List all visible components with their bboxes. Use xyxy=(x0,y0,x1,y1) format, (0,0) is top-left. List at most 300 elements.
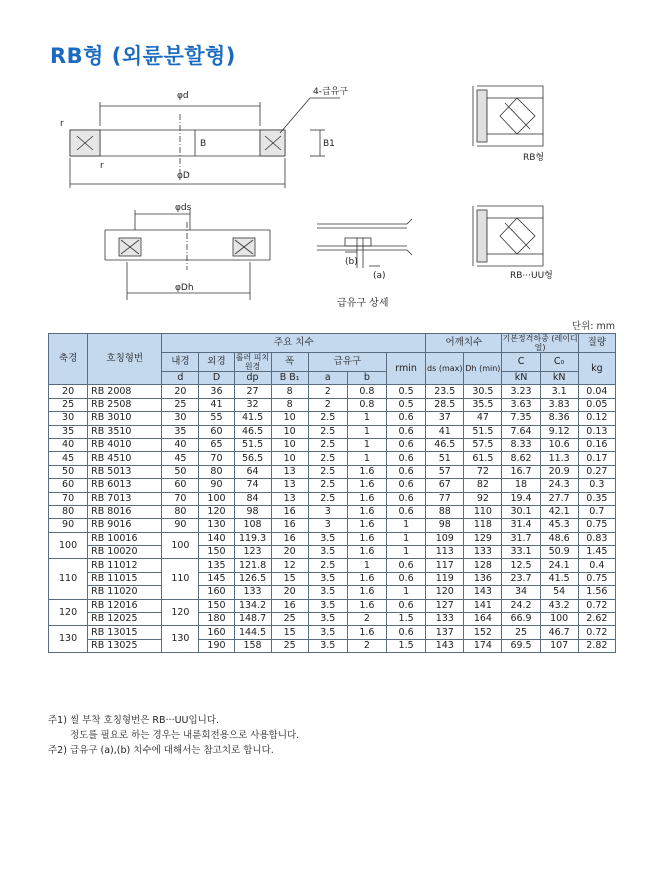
cell-dp: 119.3 xyxy=(234,532,271,545)
detail-caption: 급유구 상세 xyxy=(337,298,389,309)
cell-Dh: 92 xyxy=(464,492,502,505)
cell-d: 50 xyxy=(162,465,199,478)
cell-kg: 0.72 xyxy=(578,599,615,612)
cell-B: 10 xyxy=(271,412,308,425)
cell-C0: 43.2 xyxy=(540,599,578,612)
cell-a: 3 xyxy=(308,519,347,532)
cell-model: RB 12016 xyxy=(88,599,162,612)
cell-a: 2.5 xyxy=(308,425,347,438)
cell-Dh: 57.5 xyxy=(464,438,502,451)
shaft-cell: 35 xyxy=(49,425,88,438)
cell-b: 1.6 xyxy=(347,519,386,532)
cell-d: 20 xyxy=(162,385,199,398)
cell-r: 1 xyxy=(387,519,426,532)
cell-C0: 46.7 xyxy=(540,626,578,639)
table-row xyxy=(49,452,616,465)
cell-D: 36 xyxy=(199,385,234,398)
cell-ds: 23.5 xyxy=(426,385,464,398)
header-inner: 내경 xyxy=(162,353,199,372)
cell-D: 160 xyxy=(199,586,234,599)
cell-b: 1 xyxy=(347,559,386,572)
cell-model: RB 13015 xyxy=(88,626,162,639)
table-row xyxy=(49,412,616,425)
cell-r: 1.5 xyxy=(387,639,426,652)
header-model: 호칭형번 xyxy=(88,334,162,385)
cell-d: 45 xyxy=(162,452,199,465)
label-d: φd xyxy=(177,91,189,101)
cell-dp: 158 xyxy=(234,639,271,652)
cell-C0: 48.6 xyxy=(540,532,578,545)
cell-kg: 0.04 xyxy=(578,385,615,398)
cell-ds: 117 xyxy=(426,559,464,572)
cell-ds: 120 xyxy=(426,586,464,599)
cell-model: RB 2508 xyxy=(88,398,162,411)
cell-d: 70 xyxy=(162,492,199,505)
cell-b: 1 xyxy=(347,412,386,425)
cell-a: 2.5 xyxy=(308,559,347,572)
cell-B: 20 xyxy=(271,546,308,559)
shaft-cell: 80 xyxy=(49,505,88,518)
shaft-cell: 100 xyxy=(49,532,88,559)
cell-C0: 20.9 xyxy=(540,465,578,478)
header-rmin: rmin xyxy=(387,353,426,385)
cell-C: 31.4 xyxy=(502,519,540,532)
label-Dh: φDh xyxy=(175,283,194,293)
header-kN-C: kN xyxy=(502,372,540,385)
header-D: D xyxy=(199,372,234,385)
cell-C0: 10.6 xyxy=(540,438,578,451)
cell-ds: 127 xyxy=(426,599,464,612)
cell-ds: 137 xyxy=(426,626,464,639)
cell-kg: 0.75 xyxy=(578,519,615,532)
cell-C0: 100 xyxy=(540,613,578,626)
cell-C: 8.62 xyxy=(502,452,540,465)
cell-b: 1.6 xyxy=(347,599,386,612)
cell-d: 30 xyxy=(162,412,199,425)
cell-kg: 0.05 xyxy=(578,398,615,411)
cell-dp: 41.5 xyxy=(234,412,271,425)
cell-C0: 107 xyxy=(540,639,578,652)
cell-D: 70 xyxy=(199,452,234,465)
cell-D: 130 xyxy=(199,519,234,532)
header-C0: C₀ xyxy=(540,353,578,372)
cell-B: 13 xyxy=(271,479,308,492)
cell-Dh: 72 xyxy=(464,465,502,478)
cell-ds: 143 xyxy=(426,639,464,652)
cell-Dh: 136 xyxy=(464,572,502,585)
cell-B: 13 xyxy=(271,492,308,505)
page-title: RB형 (외륜분할형) xyxy=(50,44,236,68)
rb-type-drawing xyxy=(473,86,543,146)
cell-Dh: 110 xyxy=(464,505,502,518)
cell-d: 60 xyxy=(162,479,199,492)
cell-b: 1.6 xyxy=(347,532,386,545)
cell-b: 1.6 xyxy=(347,546,386,559)
cell-b: 0.8 xyxy=(347,385,386,398)
spec-table xyxy=(48,333,616,653)
cell-a: 2.5 xyxy=(308,412,347,425)
cell-r: 0.6 xyxy=(387,559,426,572)
cell-r: 0.5 xyxy=(387,385,426,398)
cell-C0: 54 xyxy=(540,586,578,599)
table-row xyxy=(49,599,616,612)
cell-b: 1.6 xyxy=(347,505,386,518)
cell-dp: 144.5 xyxy=(234,626,271,639)
cell-model: RB 2008 xyxy=(88,385,162,398)
cell-D: 80 xyxy=(199,465,234,478)
cell-kg: 1.45 xyxy=(578,546,615,559)
cell-dp: 74 xyxy=(234,479,271,492)
caption-rb-uu: RB···UU형 xyxy=(510,271,553,281)
cell-dp: 98 xyxy=(234,505,271,518)
cell-r: 1 xyxy=(387,546,426,559)
spec-table-body xyxy=(49,385,616,653)
table-row xyxy=(49,626,616,639)
cell-B: 16 xyxy=(271,532,308,545)
cell-C0: 27.7 xyxy=(540,492,578,505)
header-oil-hole: 급유구 xyxy=(308,353,386,372)
cell-r: 0.6 xyxy=(387,479,426,492)
cell-Dh: 47 xyxy=(464,412,502,425)
cell-r: 1.5 xyxy=(387,613,426,626)
cell-kg: 2.62 xyxy=(578,613,615,626)
cell-C0: 3.1 xyxy=(540,385,578,398)
table-row xyxy=(49,586,616,599)
cell-B: 20 xyxy=(271,586,308,599)
cell-B: 16 xyxy=(271,505,308,518)
header-C: C xyxy=(502,353,540,372)
cell-b: 1.6 xyxy=(347,586,386,599)
table-row xyxy=(49,385,616,398)
cell-dp: 126.5 xyxy=(234,572,271,585)
cell-r: 0.6 xyxy=(387,626,426,639)
shaft-cell: 20 xyxy=(49,385,88,398)
header-BB1: B B₁ xyxy=(271,372,308,385)
cell-model: RB 3010 xyxy=(88,412,162,425)
table-row xyxy=(49,438,616,451)
cell-b: 1.6 xyxy=(347,626,386,639)
cell-C: 18 xyxy=(502,479,540,492)
cell-Dh: 141 xyxy=(464,599,502,612)
cell-model: RB 7013 xyxy=(88,492,162,505)
cell-model: RB 12025 xyxy=(88,613,162,626)
cell-dp: 84 xyxy=(234,492,271,505)
cell-d: 80 xyxy=(162,505,199,518)
cell-Dh: 152 xyxy=(464,626,502,639)
header-main-dims: 주요 치수 xyxy=(162,334,426,353)
cell-b: 1.6 xyxy=(347,479,386,492)
cell-D: 120 xyxy=(199,505,234,518)
header-load-rating: 기본정격하중 (레이디얼) xyxy=(502,334,578,352)
cell-b: 2 xyxy=(347,613,386,626)
cell-D: 150 xyxy=(199,599,234,612)
cell-a: 2.5 xyxy=(308,438,347,451)
cell-model: RB 11020 xyxy=(88,586,162,599)
cell-ds: 133 xyxy=(426,613,464,626)
cell-D: 41 xyxy=(199,398,234,411)
cell-C: 24.2 xyxy=(502,599,540,612)
cell-kg: 0.4 xyxy=(578,559,615,572)
cell-C: 30.1 xyxy=(502,505,540,518)
cell-B: 10 xyxy=(271,425,308,438)
cell-ds: 119 xyxy=(426,572,464,585)
cell-ds: 109 xyxy=(426,532,464,545)
label-B: B xyxy=(200,139,207,149)
shaft-cell: 110 xyxy=(49,559,88,599)
cell-a: 2.5 xyxy=(308,465,347,478)
header-kg: kg xyxy=(578,353,615,385)
caption-rb: RB형 xyxy=(523,153,545,163)
cell-r: 0.6 xyxy=(387,438,426,451)
cell-a: 3.5 xyxy=(308,639,347,652)
cell-C: 34 xyxy=(502,586,540,599)
cell-C0: 45.3 xyxy=(540,519,578,532)
cell-D: 190 xyxy=(199,639,234,652)
cell-Dh: 61.5 xyxy=(464,452,502,465)
cell-dp: 121.8 xyxy=(234,559,271,572)
cell-C: 8.33 xyxy=(502,438,540,451)
rb-uu-type-drawing xyxy=(473,206,543,266)
header-b: b xyxy=(347,372,386,385)
cell-model: RB 10016 xyxy=(88,532,162,545)
shaft-cell: 40 xyxy=(49,438,88,451)
cell-model: RB 5013 xyxy=(88,465,162,478)
cell-r: 0.6 xyxy=(387,412,426,425)
cell-r: 1 xyxy=(387,532,426,545)
cell-dp: 134.2 xyxy=(234,599,271,612)
cell-D: 100 xyxy=(199,492,234,505)
cell-kg: 2.82 xyxy=(578,639,615,652)
label-a: (a) xyxy=(373,271,386,281)
cell-D: 180 xyxy=(199,613,234,626)
cell-kg: 0.16 xyxy=(578,438,615,451)
table-row xyxy=(49,425,616,438)
oil-hole-detail-drawing xyxy=(317,219,412,268)
cell-C: 3.23 xyxy=(502,385,540,398)
shaft-cell: 30 xyxy=(49,412,88,425)
cell-ds: 28.5 xyxy=(426,398,464,411)
cell-Dh: 133 xyxy=(464,546,502,559)
bearing-drawings xyxy=(55,78,625,318)
table-row xyxy=(49,492,616,505)
header-Dh: Dh (min) xyxy=(464,353,502,385)
cell-D: 135 xyxy=(199,559,234,572)
cell-r: 0.6 xyxy=(387,425,426,438)
cell-a: 3.5 xyxy=(308,599,347,612)
shaft-cell: 90 xyxy=(49,519,88,532)
cell-r: 0.6 xyxy=(387,572,426,585)
cell-Dh: 129 xyxy=(464,532,502,545)
cell-D: 60 xyxy=(199,425,234,438)
cell-b: 1.6 xyxy=(347,465,386,478)
cell-a: 2 xyxy=(308,398,347,411)
cell-ds: 67 xyxy=(426,479,464,492)
cell-ds: 88 xyxy=(426,505,464,518)
cell-b: 1 xyxy=(347,452,386,465)
cell-model: RB 9016 xyxy=(88,519,162,532)
cell-C: 7.64 xyxy=(502,425,540,438)
cell-Dh: 35.5 xyxy=(464,398,502,411)
label-oil-hole: 4-급유구 xyxy=(313,87,349,97)
note-1-cont: 정도를 필요로 하는 경우는 내륜회전용으로 사용합니다. xyxy=(70,730,300,741)
cell-Dh: 174 xyxy=(464,639,502,652)
cell-dp: 46.5 xyxy=(234,425,271,438)
cell-kg: 0.83 xyxy=(578,532,615,545)
table-row xyxy=(49,613,616,626)
cell-r: 0.5 xyxy=(387,398,426,411)
shaft-cell: 60 xyxy=(49,479,88,492)
cell-ds: 113 xyxy=(426,546,464,559)
header-mass: 질량 xyxy=(578,334,615,353)
cell-a: 2 xyxy=(308,385,347,398)
table-row xyxy=(49,479,616,492)
cell-B: 15 xyxy=(271,626,308,639)
cell-a: 3.5 xyxy=(308,546,347,559)
cell-b: 1 xyxy=(347,425,386,438)
cell-a: 3.5 xyxy=(308,586,347,599)
cell-B: 10 xyxy=(271,452,308,465)
cell-d: 120 xyxy=(162,599,199,626)
header-shaft: 축경 xyxy=(49,334,88,385)
cell-b: 0.8 xyxy=(347,398,386,411)
cell-C: 12.5 xyxy=(502,559,540,572)
cell-a: 2.5 xyxy=(308,452,347,465)
cell-Dh: 82 xyxy=(464,479,502,492)
cell-D: 140 xyxy=(199,532,234,545)
cell-dp: 64 xyxy=(234,465,271,478)
cell-model: RB 11015 xyxy=(88,572,162,585)
cell-C0: 24.1 xyxy=(540,559,578,572)
table-row xyxy=(49,572,616,585)
cell-D: 160 xyxy=(199,626,234,639)
note-1: 주1) 씰 부착 호칭형번은 RB···UU입니다. xyxy=(48,715,220,726)
header-d: d xyxy=(162,372,199,385)
header-width: 폭 xyxy=(271,353,308,372)
cell-B: 8 xyxy=(271,385,308,398)
cell-b: 1.6 xyxy=(347,492,386,505)
header-pitch: 롤러 피치 원경 xyxy=(235,353,270,371)
table-row xyxy=(49,505,616,518)
cell-a: 3.5 xyxy=(308,532,347,545)
cell-model: RB 4010 xyxy=(88,438,162,451)
cell-C0: 24.3 xyxy=(540,479,578,492)
header-outer: 외경 xyxy=(199,353,234,372)
cell-Dh: 128 xyxy=(464,559,502,572)
cell-kg: 0.12 xyxy=(578,412,615,425)
cell-model: RB 10020 xyxy=(88,546,162,559)
cell-Dh: 118 xyxy=(464,519,502,532)
cell-model: RB 13025 xyxy=(88,639,162,652)
cell-C: 7.35 xyxy=(502,412,540,425)
footnotes xyxy=(48,713,299,758)
cell-dp: 108 xyxy=(234,519,271,532)
label-r2: r xyxy=(100,161,104,171)
cell-C: 3.63 xyxy=(502,398,540,411)
cell-kg: 0.75 xyxy=(578,572,615,585)
cell-D: 145 xyxy=(199,572,234,585)
cell-b: 1.6 xyxy=(347,572,386,585)
cell-d: 25 xyxy=(162,398,199,411)
cell-C: 31.7 xyxy=(502,532,540,545)
cell-ds: 41 xyxy=(426,425,464,438)
cell-Dh: 164 xyxy=(464,613,502,626)
cell-model: RB 11012 xyxy=(88,559,162,572)
cell-D: 90 xyxy=(199,479,234,492)
cell-dp: 123 xyxy=(234,546,271,559)
cell-r: 0.6 xyxy=(387,505,426,518)
table-row xyxy=(49,559,616,572)
cell-C: 33.1 xyxy=(502,546,540,559)
cell-r: 0.6 xyxy=(387,465,426,478)
shaft-cell: 50 xyxy=(49,465,88,478)
cell-C: 66.9 xyxy=(502,613,540,626)
cell-ds: 77 xyxy=(426,492,464,505)
cell-ds: 51 xyxy=(426,452,464,465)
cell-d: 35 xyxy=(162,425,199,438)
header-a: a xyxy=(308,372,347,385)
cell-B: 25 xyxy=(271,639,308,652)
label-D: φD xyxy=(177,171,190,181)
cell-a: 2.5 xyxy=(308,492,347,505)
table-row xyxy=(49,639,616,652)
cell-C0: 41.5 xyxy=(540,572,578,585)
shaft-cell: 130 xyxy=(49,626,88,653)
cell-B: 15 xyxy=(271,572,308,585)
cell-b: 1 xyxy=(347,438,386,451)
cell-ds: 57 xyxy=(426,465,464,478)
cell-ds: 37 xyxy=(426,412,464,425)
cell-model: RB 6013 xyxy=(88,479,162,492)
cell-dp: 27 xyxy=(234,385,271,398)
cell-C: 19.4 xyxy=(502,492,540,505)
cell-model: RB 3510 xyxy=(88,425,162,438)
cell-Dh: 143 xyxy=(464,586,502,599)
shaft-cell: 120 xyxy=(49,599,88,626)
cell-B: 12 xyxy=(271,559,308,572)
label-ds: φds xyxy=(175,203,192,213)
cell-D: 55 xyxy=(199,412,234,425)
label-B1: B1 xyxy=(323,139,335,149)
cell-ds: 98 xyxy=(426,519,464,532)
cell-r: 1 xyxy=(387,586,426,599)
table-row xyxy=(49,519,616,532)
cell-d: 110 xyxy=(162,559,199,599)
cell-dp: 51.5 xyxy=(234,438,271,451)
header-ds: ds (max) xyxy=(426,353,464,385)
cell-d: 100 xyxy=(162,532,199,559)
cell-kg: 1.56 xyxy=(578,586,615,599)
cell-dp: 32 xyxy=(234,398,271,411)
cell-model: RB 8016 xyxy=(88,505,162,518)
cell-d: 90 xyxy=(162,519,199,532)
cell-C0: 50.9 xyxy=(540,546,578,559)
cell-D: 65 xyxy=(199,438,234,451)
note-2: 주2) 급유구 (a),(b) 치수에 대해서는 참고치로 합니다. xyxy=(48,745,274,756)
cell-r: 0.6 xyxy=(387,492,426,505)
cell-dp: 148.7 xyxy=(234,613,271,626)
cell-a: 3.5 xyxy=(308,572,347,585)
cell-kg: 0.7 xyxy=(578,505,615,518)
cell-ds: 46.5 xyxy=(426,438,464,451)
table-row xyxy=(49,465,616,478)
cell-B: 8 xyxy=(271,398,308,411)
cell-B: 13 xyxy=(271,465,308,478)
header-kN-C0: kN xyxy=(540,372,578,385)
cell-C0: 8.36 xyxy=(540,412,578,425)
cell-B: 25 xyxy=(271,613,308,626)
cell-kg: 0.17 xyxy=(578,452,615,465)
cell-B: 16 xyxy=(271,599,308,612)
